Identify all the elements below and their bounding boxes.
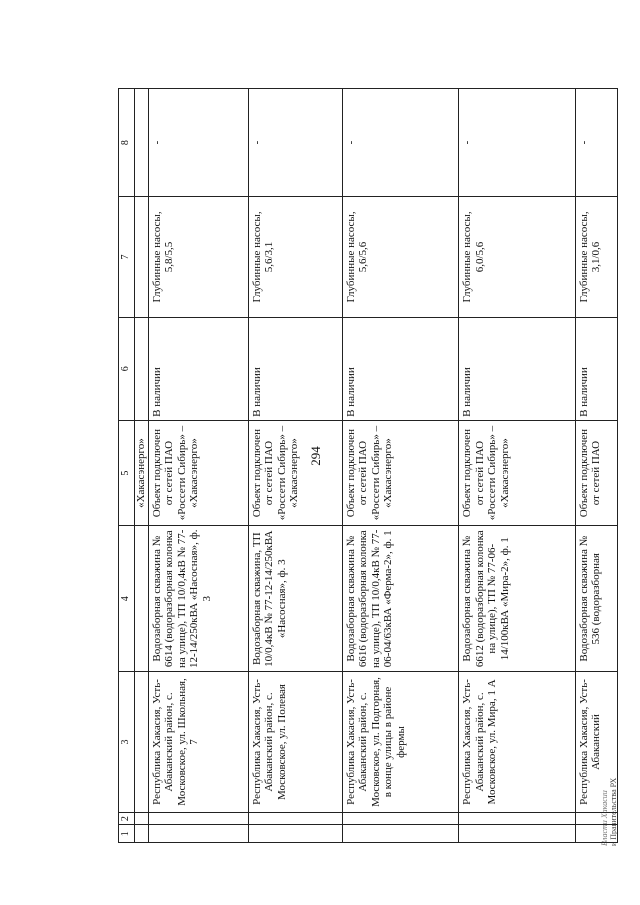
header-col-4: 4 — [119, 526, 135, 672]
cell — [134, 825, 148, 843]
document-table-rotated — [118, 88, 618, 843]
status-cell: В наличии — [248, 317, 342, 420]
status-cell: В наличии — [148, 317, 248, 420]
connection-cell: Объект подключен от сетей ПАО «Россети Сибирь» – «Хакасэнерго» — [248, 420, 342, 526]
cell — [248, 825, 342, 843]
connection-cell: Объект подключен от сетей ПАО «Россети Сибирь» – «Хакасэнерго» — [148, 420, 248, 526]
cell — [342, 825, 459, 843]
equipment-cell: Глубинные насосы, 6,0/5,6 — [459, 197, 576, 318]
cell — [459, 825, 576, 843]
table-row — [575, 89, 617, 843]
cell — [148, 825, 248, 843]
water-supply-table — [118, 88, 618, 843]
cell — [575, 812, 617, 825]
note-cell: - — [148, 89, 248, 197]
status-cell: В наличии — [459, 317, 576, 420]
equipment-cell: Глубинные насосы, 3,1/0,6 — [575, 197, 617, 318]
cell — [459, 812, 576, 825]
equipment-cell: Глубинные насосы, 5,6/3,1 — [248, 197, 342, 318]
continuation-cell: «Хакасэнерго» — [134, 420, 148, 526]
connection-cell: Объект подключен от сетей ПАО — [575, 420, 617, 526]
connection-cell: Объект подключен от сетей ПАО «Россети Сибирь» – «Хакасэнерго» — [459, 420, 576, 526]
cell — [134, 526, 148, 672]
connection-cell: Объект подключен от сетей ПАО «Россети Сибирь» – «Хакасэнерго» — [342, 420, 459, 526]
status-cell: В наличии — [342, 317, 459, 420]
object-cell: Водозаборная скважина, ТП 10/0,4кВ № 77-12-14/250кВА «Насосная», ф. 3 — [248, 526, 342, 672]
header-col-6: 6 — [119, 317, 135, 420]
note-cell: - — [248, 89, 342, 197]
cell — [134, 812, 148, 825]
cell — [342, 812, 459, 825]
footer-line-1: Власти Хакасии — [600, 790, 609, 846]
header-col-3: 3 — [119, 672, 135, 813]
cell — [248, 812, 342, 825]
note-cell: - — [342, 89, 459, 197]
address-cell: Республика Хакасия, Усть-Абаканский район, с. Московское, ул. Мира, 1 А — [459, 672, 576, 813]
header-col-5: 5 — [119, 420, 135, 526]
object-cell: Водозаборная скважина № 6614 (водоразборная колонка на улице), ТП 10/0,4кВ № 77-12-14/250кВА «Насосная», ф. 3 — [148, 526, 248, 672]
table-row — [459, 89, 576, 843]
equipment-cell: Глубинные насосы, 5,6/5,6 — [342, 197, 459, 318]
cell — [148, 812, 248, 825]
address-cell: Республика Хакасия, Усть-Абаканский — [575, 672, 617, 813]
equipment-cell: Глубинные насосы, 5,8/5,5 — [148, 197, 248, 318]
cell — [134, 89, 148, 197]
object-cell: Водозаборная скважина № 6616 (водоразборная колонка на улице), ТП 10/0,4кВ № 77-06-04/63кВА «Ферма-2», ф. 1 — [342, 526, 459, 672]
header-col-8: 8 — [119, 89, 135, 197]
footer-line-2: и Правительства РХ — [609, 777, 618, 846]
cell — [134, 672, 148, 813]
object-cell: Водозаборная скважина № 536 (водоразборная — [575, 526, 617, 672]
continuation-row — [134, 89, 148, 843]
header-col-7: 7 — [119, 197, 135, 318]
header-col-1: 1 — [119, 825, 135, 843]
cell — [575, 825, 617, 843]
header-row — [119, 89, 135, 843]
address-cell: Республика Хакасия, Усть-Абаканский район, с. Московское, ул. Полевая — [248, 672, 342, 813]
table-row — [248, 89, 342, 843]
table-row — [148, 89, 248, 843]
header-col-2: 2 — [119, 812, 135, 825]
cell — [134, 317, 148, 420]
note-cell: - — [575, 89, 617, 197]
page-number: 294 — [307, 446, 323, 466]
note-cell: - — [459, 89, 576, 197]
address-cell: Республика Хакасия, Усть-Абаканский район, с. Московское, ул. Подгорная, в конце улицы в районе фермы — [342, 672, 459, 813]
cell — [134, 197, 148, 318]
address-cell: Республика Хакасия, Усть-Абаканский район, с. Московское, ул. Школьная, 7 — [148, 672, 248, 813]
table-row — [342, 89, 459, 843]
object-cell: Водозаборная скважина № 6612 (водоразборная колонка на улице), ТП № 77-06-14/100кВА «Мира-2», ф. 1 — [459, 526, 576, 672]
status-cell: В наличии — [575, 317, 617, 420]
